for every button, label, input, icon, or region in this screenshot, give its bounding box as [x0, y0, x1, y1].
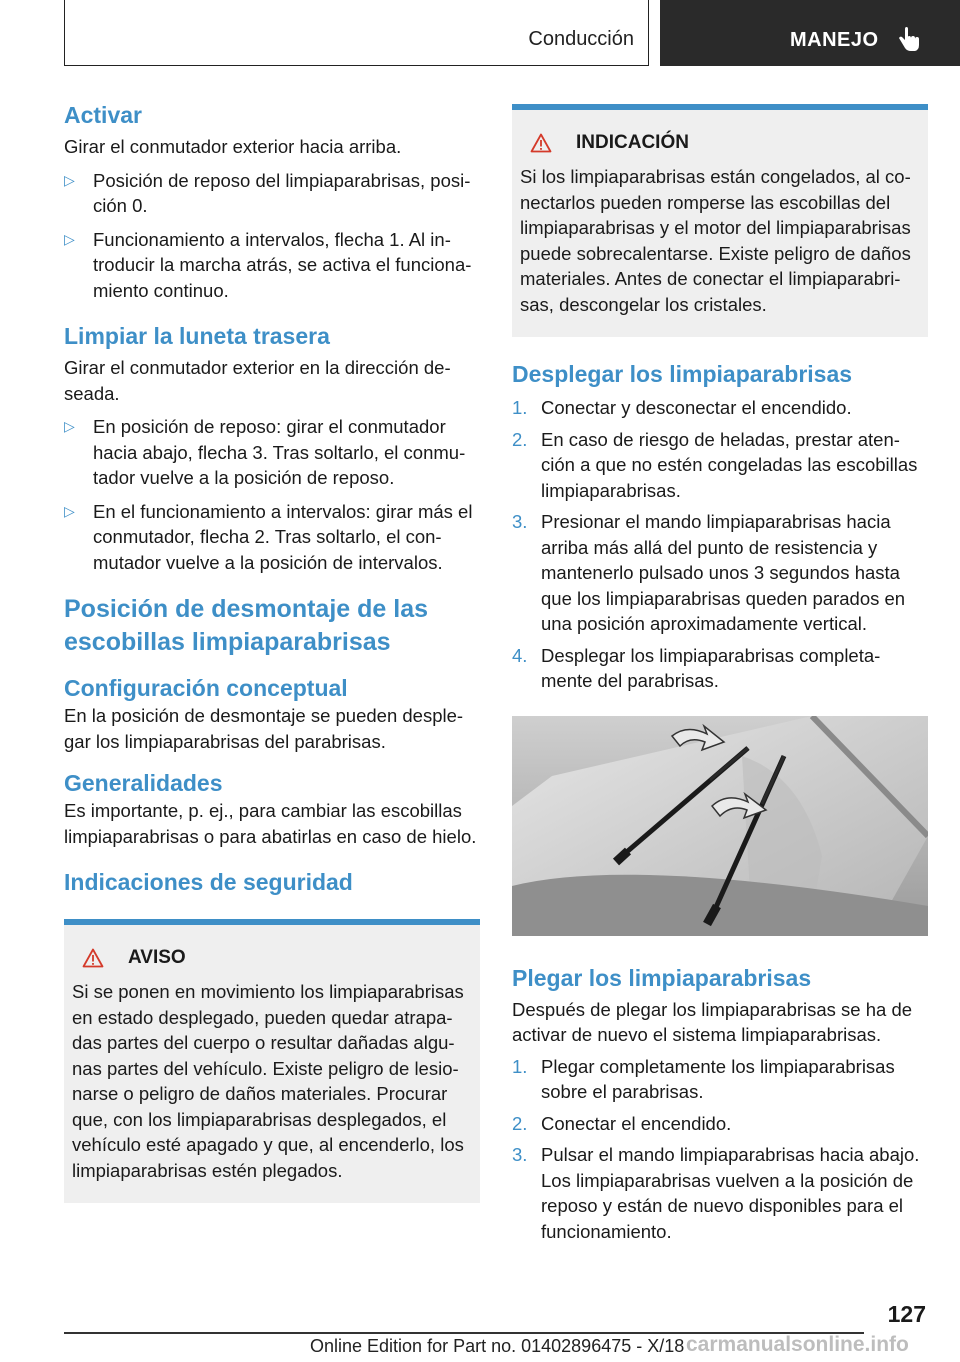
luneta-list [64, 414, 480, 575]
plegar-steps [512, 1054, 928, 1245]
plegar-intro: Después de plegar los limpiaparabrisas se ha de activar de nuevo el sistema limpiaparabrisas. [512, 998, 913, 1045]
general-title: Generalidades [64, 770, 223, 796]
chapter-header [64, 0, 649, 66]
general-text: Es importante, p. ej., para cambiar las escobillas limpiaparabrisas o para abatirlas en caso de hielo. [64, 800, 477, 847]
section-header [660, 0, 960, 66]
list-item: 4. Desplegar los limpiaparabrisas completa‐ mente del parabrisas. [512, 644, 881, 691]
list-item: 1. Conectar y desconectar el encendido. [512, 397, 852, 418]
activar-list [64, 168, 480, 304]
page-number: 127 [887, 1301, 926, 1327]
activar-title: Activar [64, 102, 142, 128]
right-column [512, 104, 928, 1244]
list-item: 1. Plegar completamente los limpiaparabrisas sobre el parabrisas. [512, 1055, 895, 1102]
list-item: ▷ En posición de reposo: girar el conmutador hacia abajo, flecha 3. Tras soltarlo, el conmu‐ tador vuelve a la posición de reposo. [64, 416, 466, 488]
seguridad-title: Indicaciones de seguridad [64, 869, 353, 895]
triangle-bullet-icon: ▷ [64, 230, 75, 247]
indicacion-box [512, 104, 928, 337]
hand-pointer-icon [896, 26, 922, 52]
aviso-title: AVISO [128, 947, 186, 968]
list-item: ▷ En el funcionamiento a intervalos: girar más el conmutador, flecha 2. Tras soltarlo, el con‐ mutador vuelve a la posición de intervalos. [64, 500, 473, 573]
list-item: 2. Conectar el encendido. [512, 1112, 732, 1134]
list-item: 2. En caso de riesgo de heladas, prestar aten‐ ción a que no estén congeladas las escobillas limpiaparabrisas. [512, 428, 918, 501]
indicacion-text: Si los limpiaparabrisas están congelados, al co‐ nectarlos pueden romperse las escobillas del limpiaparabrisas y el motor del limpiaparabrisas puede sobrecalentarse. Existe peligro de daños materiales. Antes de conectar el limpiaparabri‐ sas, descongelar los cristales. [520, 166, 911, 315]
aviso-box [64, 919, 480, 1203]
section-title: MANEJO [790, 29, 879, 51]
warning-triangle-icon [530, 133, 552, 153]
main-section-title: Posición de desmontaje de las escobillas limpiaparabrisas [64, 595, 429, 656]
wiper-photo [512, 716, 928, 936]
config-text: En la posición de desmontaje se pueden desple‐ gar los limpiaparabrisas del parabrisas. [64, 705, 464, 752]
chapter-title: Conducción [528, 28, 634, 50]
triangle-bullet-icon: ▷ [64, 502, 75, 519]
warning-triangle-icon [82, 948, 104, 968]
desplegar-title: Desplegar los limpiaparabrisas [512, 361, 853, 387]
list-item: 3. Presionar el mando limpiaparabrisas hacia arriba más allá del punto de resistencia y mantenerlo pulsado unos 3 segundos hasta que los limpiaparabrisas queden parados en una posición aproximadamente vertical. [512, 511, 906, 634]
watermark: carmanualsonline.info [686, 1333, 909, 1356]
desplegar-steps [512, 395, 928, 694]
list-item: ▷ Posición de reposo del limpiaparabrisas, posi‐ ción 0. [64, 169, 471, 216]
luneta-title: Limpiar la luneta trasera [64, 323, 330, 349]
plegar-title: Plegar los limpiaparabrisas [512, 964, 812, 991]
config-title: Configuración conceptual [64, 675, 348, 701]
list-item: ▷ Funcionamiento a intervalos, flecha 1. Al in‐ troducir la marcha atrás, se activa el funciona‐ miento continuo. [64, 228, 472, 301]
luneta-intro: Girar el conmutador exterior en la dirección de‐ seada. [64, 357, 451, 404]
list-item: 3. Pulsar el mando limpiaparabrisas hacia abajo. Los limpiaparabrisas vuelven a la posición de reposo y están de nuevo disponibles para el funcionamiento. [512, 1144, 920, 1242]
indicacion-title: INDICACIÓN [576, 132, 689, 153]
activar-intro: Girar el conmutador exterior hacia arriba. [64, 136, 402, 157]
triangle-bullet-icon: ▷ [64, 171, 75, 188]
triangle-bullet-icon: ▷ [64, 418, 75, 434]
edition-text: Online Edition for Part no. 01402896475 - X/18 [310, 1336, 685, 1356]
aviso-text: Si se ponen en movimiento los limpiaparabrisas en estado desplegado, pueden quedar atrapa‐ das partes del cuerpo o resultar dañadas algu‐ nas partes del vehículo. Existe peligro de lesio‐ narse o peligro de daños materiales. Procurar que, con los limpiaparabrisas desplegados, el vehículo esté apagado y que, al encenderlo, los limpiaparabrisas estén plegados. [72, 981, 464, 1181]
left-column [64, 100, 480, 1203]
